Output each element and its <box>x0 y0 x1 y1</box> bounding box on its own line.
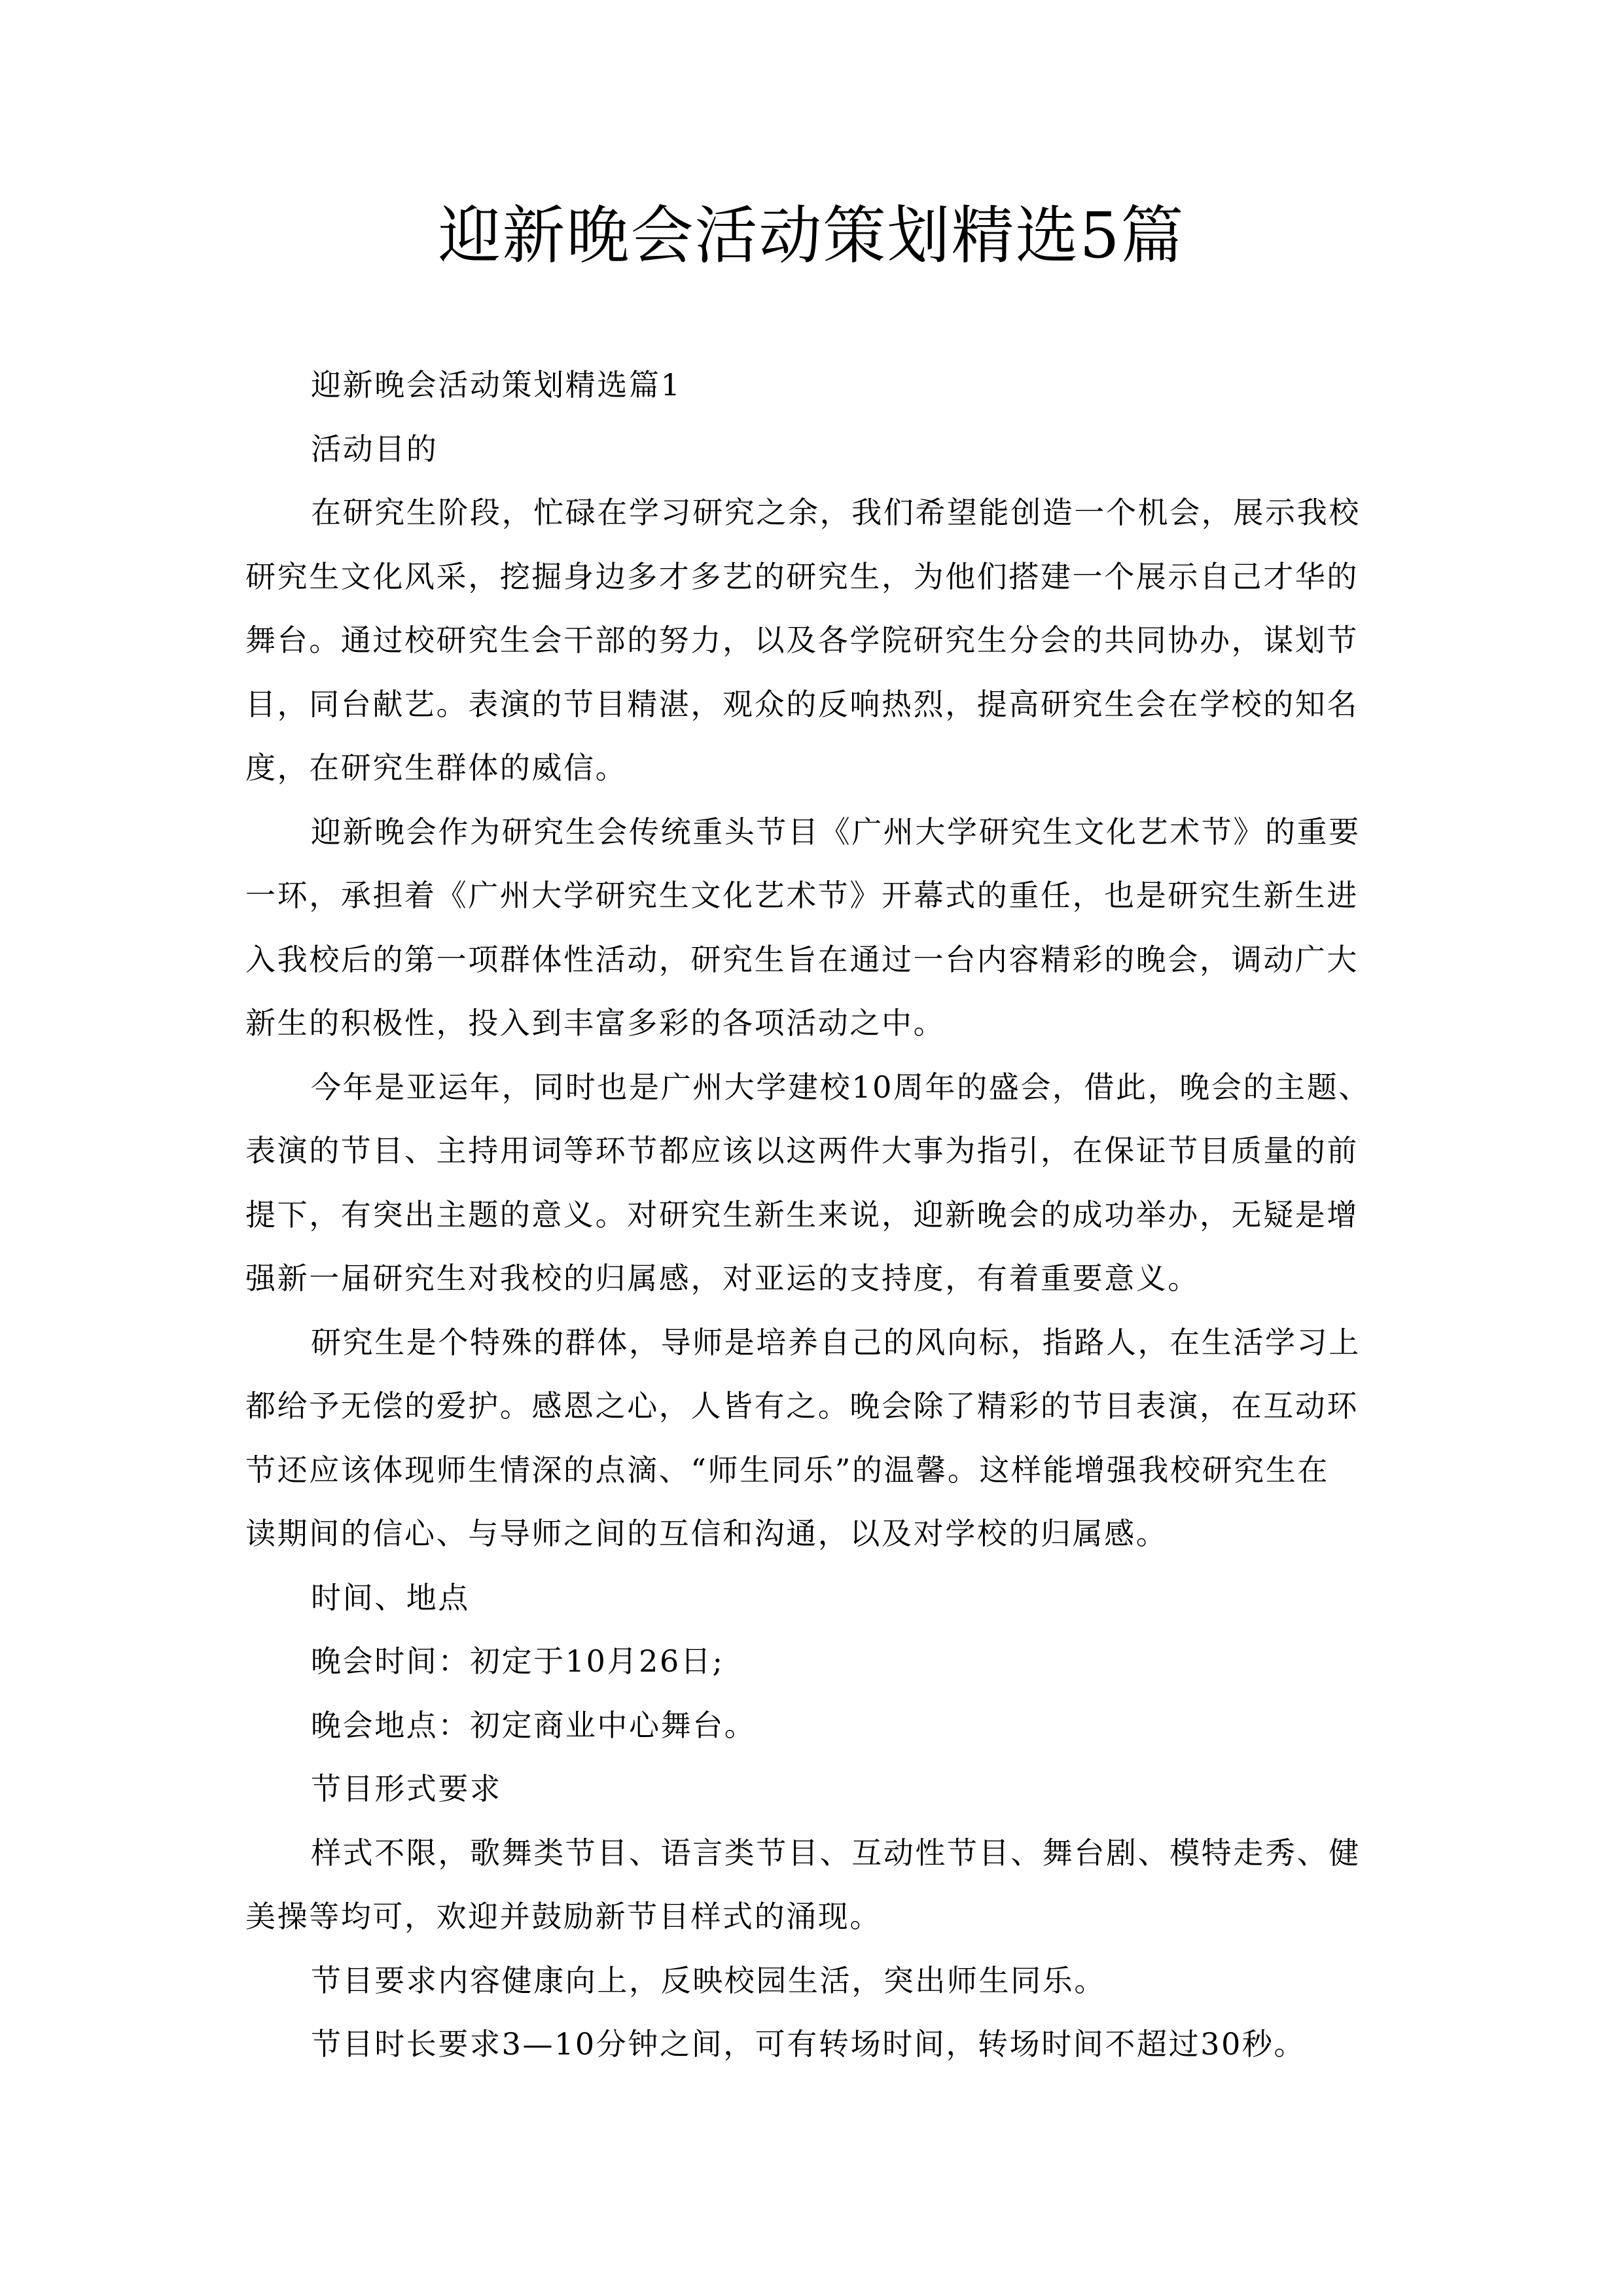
paragraph-line: 读期间的信心、与导师之间的互信和沟通，以及对学校的归属感。 <box>245 1516 1168 1551</box>
paragraph-line: 舞台。通过校研究生会干部的努力，以及各学院研究生分会的共同协办，谋划节 <box>245 622 1359 658</box>
paragraph-line: 新生的积极性，投入到丰富多彩的各项活动之中。 <box>245 1005 946 1041</box>
event-location: 晚会地点：初定商业中心舞台。 <box>311 1707 757 1743</box>
subheading-program-format: 节目形式要求 <box>311 1771 502 1806</box>
subheading-activity-purpose: 活动目的 <box>311 431 438 467</box>
paragraph-line: 节目要求内容健康向上，反映校园生活，突出师生同乐。 <box>311 1962 1106 1998</box>
paragraph-line: 目，同台献艺。表演的节目精湛，观众的反响热烈，提高研究生会在学校的知名 <box>245 686 1359 722</box>
paragraph-line: 节目时长要求3—10分钟之间，可有转场时间，转场时间不超过30秒。 <box>311 2026 1306 2062</box>
paragraph-line: 研究生是个特殊的群体，导师是培养自己的风向标，指路人，在生活学习上 <box>311 1324 1361 1360</box>
event-time: 晚会时间：初定于10月26日; <box>311 1643 724 1679</box>
document-title: 迎新晚会活动策划精选5篇 <box>438 199 1185 272</box>
paragraph-line: 一环，承担着《广州大学研究生文化艺术节》开幕式的重任，也是研究生新生进 <box>245 878 1359 913</box>
paragraph-line: 提下，有突出主题的意义。对研究生新生来说，迎新晚会的成功举办，无疑是增 <box>245 1196 1359 1232</box>
paragraph-line: 表演的节目、主持用词等环节都应该以这两件大事为指引，在保证节目质量的前 <box>245 1133 1359 1168</box>
section-heading-1: 迎新晚会活动策划精选篇1 <box>311 367 682 403</box>
paragraph-line: 度，在研究生群体的威信。 <box>245 750 628 785</box>
paragraph-line: 迎新晚会作为研究生会传统重头节目《广州大学研究生文化艺术节》的重要 <box>311 814 1361 850</box>
paragraph-line: 样式不限，歌舞类节目、语言类节目、互动性节目、舞台剧、模特走秀、健 <box>311 1835 1361 1871</box>
paragraph-line: 都给予无偿的爱护。感恩之心，人皆有之。晚会除了精彩的节目表演，在互动环 <box>245 1388 1359 1424</box>
paragraph-line: 节还应该体现师生情深的点滴、“师生同乐”的温馨。这样能增强我校研究生在 <box>245 1452 1330 1488</box>
paragraph-line: 研究生文化风采，挖掘身边多才多艺的研究生，为他们搭建一个展示自己才华的 <box>245 558 1359 594</box>
paragraph-line: 强新一届研究生对我校的归属感，对亚运的支持度，有着重要意义。 <box>245 1261 1200 1296</box>
subheading-time-location: 时间、地点 <box>311 1579 470 1615</box>
document-body <box>245 353 1384 2077</box>
paragraph-line: 美操等均可，欢迎并鼓励新节目样式的涌现。 <box>245 1899 882 1934</box>
paragraph-line: 入我校后的第一项群体性活动，研究生旨在通过一台内容精彩的晚会，调动广大 <box>245 941 1359 977</box>
paragraph-line: 在研究生阶段，忙碌在学习研究之余，我们希望能创造一个机会，展示我校 <box>311 495 1361 530</box>
paragraph-line: 今年是亚运年，同时也是广州大学建校10周年的盛会，借此，晚会的主题、 <box>311 1069 1370 1105</box>
